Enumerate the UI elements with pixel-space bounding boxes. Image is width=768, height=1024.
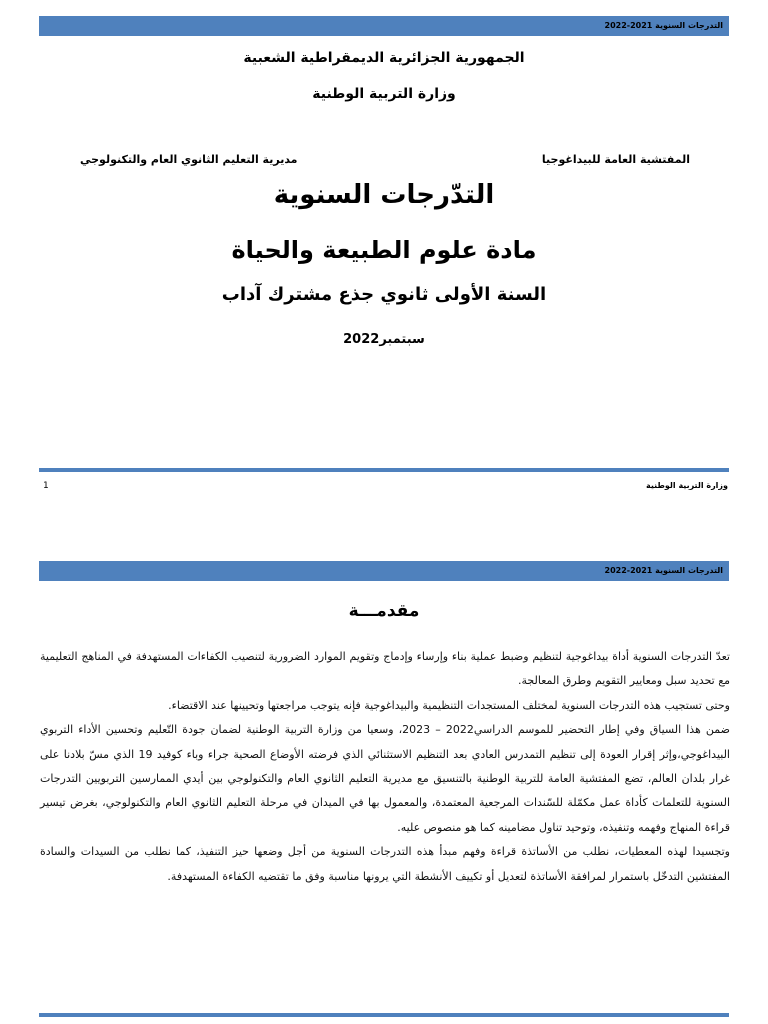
ministry-name: وزارة التربية الوطنية bbox=[312, 86, 456, 102]
footer-ministry: وزارة التربية الوطنية bbox=[645, 481, 728, 490]
introduction-body bbox=[40, 645, 730, 889]
paragraph: تعدّ التدرجات السنوية أداة بيداغوجية لتنظيم وضبط عملية بناء وإرساء وإدماج وتقويم الموارد الضرورية لتنصيب الكفاءات المستهدفة في المناهج التعليمية مع تحديد سبل ومعايير التقويم وطرق المعالجة. bbox=[40, 650, 730, 688]
directorate-name: مديرية التعليم الثانوي العام والتكنولوجي bbox=[80, 153, 298, 166]
paragraph: وحتى تستجيب هذه التدرجات السنوية لمختلف المستجدات التنظيمية والبيداغوجية فإنه يتوجب مراجعتها وتحيينها عند الاقتضاء. bbox=[168, 698, 730, 712]
header-title: التدرجات السنوية 2021-2022 bbox=[604, 21, 723, 30]
document-title: التدّرجات السنوية bbox=[273, 180, 495, 210]
level-title: السنة الأولى ثانوي جذع مشترك آداب bbox=[221, 284, 547, 305]
page1-header-bar bbox=[39, 16, 729, 36]
inspectorate-name: المفتشية العامة للبيداغوجيا bbox=[541, 153, 690, 166]
introduction-heading: مقدمـــة bbox=[348, 601, 420, 621]
header-title: التدرجات السنوية 2021-2022 bbox=[604, 566, 723, 575]
document-date: سبتمبر2022 bbox=[343, 332, 425, 347]
page-number: 1 bbox=[43, 481, 49, 491]
page2-footer-rule bbox=[39, 1013, 729, 1017]
republic-name: الجمهورية الجزائرية الديمقراطية الشعبية bbox=[243, 50, 525, 66]
paragraph: وتجسيدا لهذه المعطيات، نطلب من الأساتذة قراءة وفهم مبدأ هذه التدرجات السنوية من أجل وضعها حيز التنفيذ، كما نطلب من السيدات والسادة المفتشين التدخّل باستمرار لمرافقة الأساتذة لتعديل أو تكييف الأنشطة التي يرونها مناسبة وفق ما تقتضيه الكفاءة المستهدفة. bbox=[40, 845, 730, 883]
subject-title: مادة علوم الطبيعة والحياة bbox=[231, 236, 537, 264]
paragraph: ضمن هذا السياق وفي إطار التحضير للموسم الدراسي2022 – 2023، وسعيا من وزارة التربية الوطنية لضمان جودة التّعليم وتحسين الأداء التربوي البيداغوجي،وإثر إقرار العودة إلى تنظيم التمدرس العادي بعد التنظيم الاستثنائي الذي فرضته الأوضاع الصحية جراء وباء كوفيد 19 الذي مسّ بلادنا على غرار بلدان العالم، تضع المفتشية العامة للتربية الوطنية بالتنسيق مع مديرية التعليم الثانوي العام والتكنولوجي بين أيدي الممارسين التربويين التدرجات السنوية للتعلمات كأداة عمل مكمّلة للسّندات المرجعية المعتمدة، والمعمول بها في الميدان في مرحلة التعليم الثانوي العام والتكنولوجي، بغرض تيسير قراءة المنهاج وفهمه وتنفيذه، وتوحيد تناول مضامينه كما هو منصوص عليه. bbox=[40, 723, 730, 834]
footer-rule bbox=[39, 468, 729, 472]
page2-header-bar bbox=[39, 561, 729, 581]
